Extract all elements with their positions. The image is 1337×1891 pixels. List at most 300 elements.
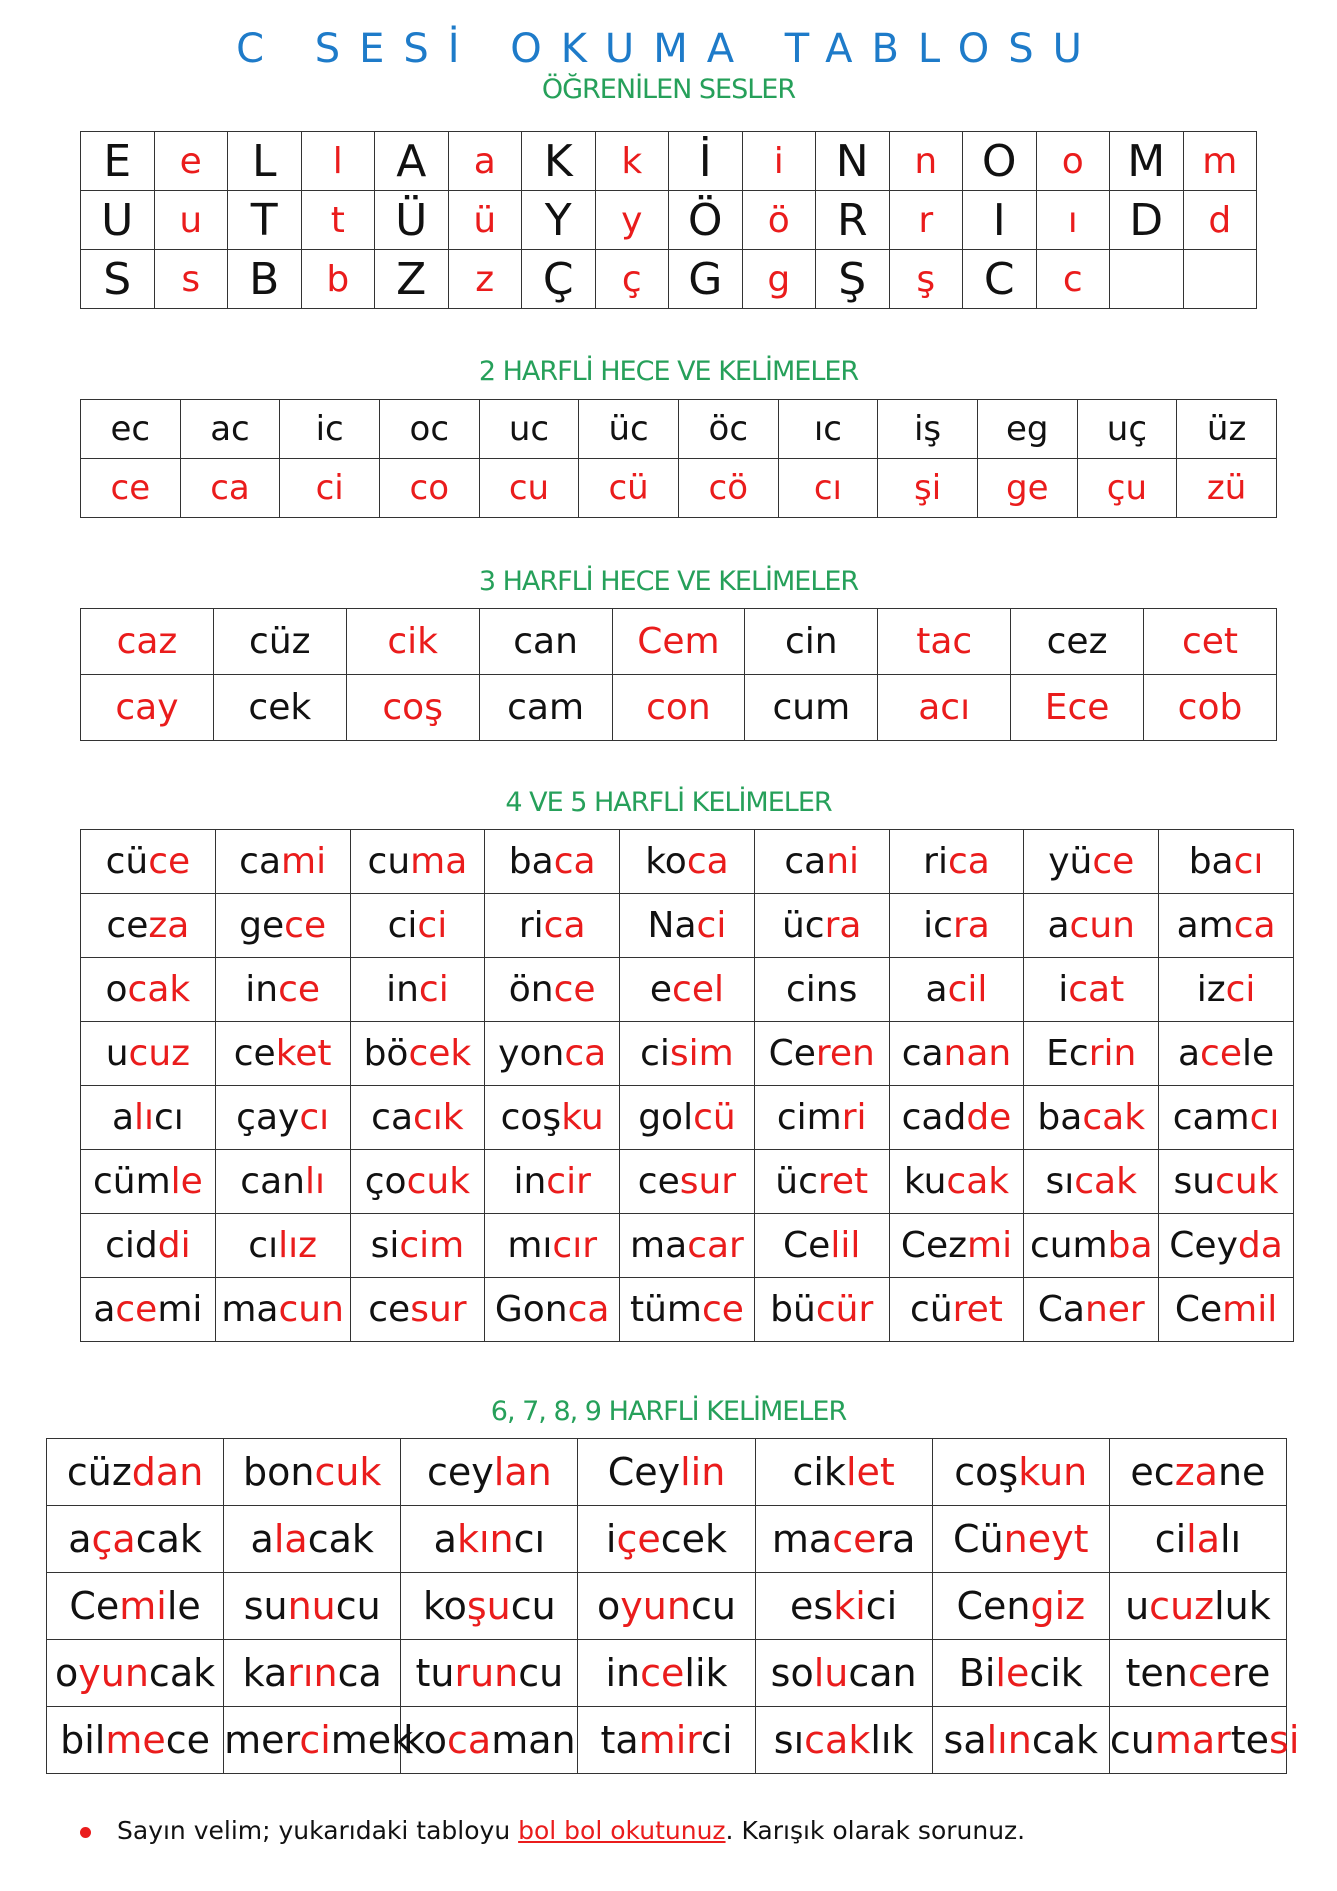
word-part-highlight: cık [413, 1097, 464, 1138]
word-part-highlight: la [1186, 1517, 1220, 1561]
word-part: luk [1214, 1584, 1271, 1628]
word-part-highlight: sur [679, 1161, 737, 1202]
word-cell [612, 675, 745, 741]
word-cell [1024, 830, 1159, 894]
word-part: su [1173, 1161, 1216, 1202]
word-part-highlight: ci [299, 1718, 331, 1762]
word-part: can [240, 1161, 305, 1202]
four-five-letter-table [80, 829, 1294, 1342]
word-cell [215, 1022, 350, 1086]
word-cell [620, 1150, 755, 1214]
letter-upper-cell [669, 250, 743, 309]
word-part-highlight: cob [1177, 687, 1243, 728]
section-title-four-five: 4 VE 5 HARFLİ KELİMELER [505, 787, 832, 818]
letter-upper: I [992, 194, 1006, 246]
letter-lower: r [918, 199, 934, 241]
word-cell [1159, 830, 1294, 894]
parent-note [80, 1816, 1025, 1845]
letter-upper: T [250, 194, 278, 246]
word-cell [1024, 1278, 1159, 1342]
word-part-highlight: za [148, 905, 190, 946]
word-cell [485, 894, 620, 958]
word-cell [754, 1214, 889, 1278]
letter-upper-cell [963, 132, 1037, 191]
word-part: sa [943, 1718, 987, 1762]
word-part: a [1047, 905, 1070, 946]
word-part: a [68, 1517, 92, 1561]
word-part: i [1058, 969, 1069, 1010]
word-part-highlight: ret [817, 1161, 869, 1202]
letter-lower: t [330, 199, 345, 241]
syllable: şi [913, 468, 942, 508]
word-part: cı [154, 1097, 184, 1138]
syllable-cell [81, 400, 181, 459]
word-part: lı [1220, 1517, 1242, 1561]
word-part-highlight: ret [952, 1289, 1003, 1330]
word-part: mı [507, 1225, 553, 1266]
word-part: mek [330, 1718, 414, 1762]
word-part-highlight: ce [701, 1289, 744, 1330]
word-cell [350, 958, 485, 1022]
section-title-three-letter: 3 HARFLİ HECE VE KELİMELER [478, 566, 859, 597]
syllable: cö [708, 468, 749, 508]
word-cell [350, 894, 485, 958]
word-cell [620, 894, 755, 958]
word-part: mer [224, 1718, 300, 1762]
word-cell [485, 1086, 620, 1150]
syllable-cell [1077, 459, 1177, 518]
word-part: Na [647, 905, 697, 946]
word-part-highlight: si [1269, 1718, 1300, 1762]
note-underlined-text: bol bol okutunuz [518, 1816, 726, 1845]
table-row [81, 1086, 1294, 1150]
word-cell [215, 830, 350, 894]
word-part-highlight: lin [680, 1450, 726, 1494]
word-part-highlight: me [105, 1718, 166, 1762]
letter-upper-cell [228, 250, 302, 309]
word-part: cam [507, 687, 585, 728]
bullet-icon [80, 1827, 91, 1838]
letter-upper: M [1127, 135, 1166, 187]
word-cell [81, 675, 214, 741]
letter-upper: R [836, 194, 868, 246]
word-part-highlight: de [966, 1097, 1012, 1138]
word-part: cak [148, 1651, 216, 1695]
word-part: ec [1130, 1450, 1175, 1494]
word-part-highlight: lan [493, 1450, 552, 1494]
letter-upper: Ü [395, 194, 428, 246]
letter-upper-cell [816, 191, 890, 250]
letter-lower: s [181, 258, 201, 300]
word-part: Cen [956, 1584, 1031, 1628]
word-part: ma [771, 1517, 833, 1561]
letter-upper: D [1129, 194, 1164, 246]
word-part: ca [337, 1651, 382, 1695]
word-part-highlight: mi [967, 1225, 1013, 1266]
word-part: es [790, 1584, 834, 1628]
syllable-cell [878, 459, 978, 518]
word-part: le [1241, 1033, 1275, 1074]
word-part-highlight: con [646, 687, 711, 728]
word-part: cu [690, 1584, 736, 1628]
word-cell [224, 1506, 401, 1573]
word-part: mi [157, 1289, 203, 1330]
word-part-highlight: acı [918, 687, 971, 728]
word-part: ön [508, 969, 554, 1010]
word-cell [401, 1707, 578, 1774]
letter-upper-cell [816, 250, 890, 309]
word-cell [1024, 958, 1159, 1022]
word-part: ca [371, 1097, 414, 1138]
word-part-highlight: ca [564, 1033, 607, 1074]
word-part: cü [910, 1289, 953, 1330]
word-cell [578, 1506, 755, 1573]
letter-lower-cell [448, 132, 522, 191]
word-part-highlight: ri [841, 1097, 867, 1138]
letter-lower-cell [889, 191, 963, 250]
word-cell [485, 1022, 620, 1086]
table-row [81, 459, 1277, 518]
word-part: ri [518, 905, 544, 946]
word-part: cı [513, 1517, 546, 1561]
word-cell [350, 1150, 485, 1214]
word-part-highlight: dan [131, 1450, 204, 1494]
word-part: cey [427, 1450, 494, 1494]
word-part: ma [221, 1289, 279, 1330]
letter-lower: n [914, 140, 938, 182]
section-title-learned-sounds: ÖĞRENİLEN SESLER [541, 74, 796, 105]
letter-upper-cell [228, 132, 302, 191]
word-part: üc [781, 905, 825, 946]
letter-upper-cell [81, 250, 155, 309]
word-part: ne [1217, 1450, 1266, 1494]
letter-lower-cell [154, 132, 228, 191]
word-cell [215, 894, 350, 958]
word-part: ci [387, 905, 418, 946]
word-part: ic [923, 905, 953, 946]
word-part: ci [865, 1584, 898, 1628]
word-cell [612, 609, 745, 675]
word-part: iz [1196, 969, 1226, 1010]
syllable-cell [778, 400, 878, 459]
word-cell [47, 1506, 224, 1573]
word-part-highlight: cim [399, 1225, 465, 1266]
syllable: ic [315, 409, 344, 449]
word-cell [578, 1707, 755, 1774]
word-part: a [1177, 1033, 1201, 1074]
word-cell [889, 1150, 1024, 1214]
syllable-cell [180, 459, 280, 518]
syllable-cell [280, 459, 380, 518]
letter-lower: l [332, 140, 343, 182]
word-cell [1109, 1573, 1286, 1640]
word-cell [485, 1150, 620, 1214]
word-part: o [105, 969, 128, 1010]
word-part-highlight: lı [304, 1161, 325, 1202]
word-part-highlight: ca [553, 841, 596, 882]
word-part: te [1230, 1718, 1270, 1762]
word-part-highlight: caz [116, 621, 178, 662]
letter-lower-cell [301, 250, 375, 309]
word-part: ce [233, 1033, 276, 1074]
word-part: cu [367, 841, 411, 882]
letter-lower-cell [889, 132, 963, 191]
word-cell [346, 609, 479, 675]
letter-upper-cell [522, 250, 596, 309]
word-part: u [1125, 1584, 1150, 1628]
word-cell [1144, 675, 1277, 741]
two-letter-table [80, 399, 1277, 518]
letter-upper-cell [375, 250, 449, 309]
word-part: üc [775, 1161, 818, 1202]
word-part-highlight: sur [410, 1289, 467, 1330]
word-part-highlight: cı [1249, 1097, 1280, 1138]
word-cell [401, 1640, 578, 1707]
word-part-highlight: ra [952, 905, 990, 946]
word-cell [620, 1086, 755, 1150]
word-part: ku [903, 1161, 947, 1202]
word-part: ko [645, 841, 687, 882]
word-part-highlight: cuz [1149, 1584, 1215, 1628]
word-cell [932, 1573, 1109, 1640]
letter-lower: ü [473, 199, 497, 241]
word-part: Ce [69, 1584, 120, 1628]
table-row [81, 132, 1257, 191]
word-part: ca [901, 1033, 944, 1074]
syllable: co [409, 468, 450, 508]
word-part-highlight: ce [284, 905, 327, 946]
word-part-highlight: mir [638, 1718, 702, 1762]
letter-lower-cell [1183, 191, 1257, 250]
word-part-highlight: cun [1069, 905, 1135, 946]
word-cell [215, 1150, 350, 1214]
note-text-after: . Karışık olarak sorunuz. [725, 1816, 1026, 1845]
word-cell [47, 1707, 224, 1774]
letter-lower: ş [916, 258, 936, 300]
word-part: ta [600, 1718, 639, 1762]
syllable-cell [379, 459, 479, 518]
word-part: sı [773, 1718, 805, 1762]
word-cell [620, 1214, 755, 1278]
syllable: ce [110, 468, 151, 508]
word-cell [578, 1640, 755, 1707]
letter-upper: E [103, 135, 132, 187]
letter-lower-cell [154, 191, 228, 250]
word-part: Ce [1174, 1289, 1223, 1330]
letter-lower-cell [448, 191, 522, 250]
word-cell [745, 675, 878, 741]
word-cell [81, 1214, 216, 1278]
word-cell [401, 1506, 578, 1573]
word-part-highlight: ca [447, 1718, 492, 1762]
word-part-highlight: rın [287, 1651, 338, 1695]
word-cell [755, 1707, 932, 1774]
table-row [81, 894, 1294, 958]
word-part: Ce [768, 1033, 816, 1074]
word-part-highlight: ce [148, 841, 191, 882]
word-part-highlight: şu [466, 1584, 511, 1628]
word-part: in [386, 969, 419, 1010]
word-part-highlight: ket [275, 1033, 332, 1074]
letter-upper-cell [669, 132, 743, 191]
word-part-highlight: ca [947, 841, 990, 882]
letter-lower: y [621, 199, 643, 241]
word-part: cak [307, 1517, 374, 1561]
syllable-cell [379, 400, 479, 459]
letter-upper-cell [963, 250, 1037, 309]
letter-upper: L [251, 135, 277, 187]
word-part: ko [422, 1584, 467, 1628]
word-part-highlight: cak [804, 1718, 871, 1762]
word-part: Cez [900, 1225, 968, 1266]
word-part-highlight: let [845, 1450, 895, 1494]
word-part: lik [684, 1651, 728, 1695]
word-part-highlight: nan [943, 1033, 1012, 1074]
word-cell [47, 1439, 224, 1506]
word-part: a [250, 1517, 274, 1561]
word-cell [1159, 1278, 1294, 1342]
letter-upper: Ö [687, 194, 723, 246]
word-part: ço [364, 1161, 407, 1202]
word-part-highlight: cun [278, 1289, 344, 1330]
word-part-highlight: cuk [406, 1161, 471, 1202]
word-cell [81, 1086, 216, 1150]
word-part-highlight: cet [1181, 621, 1239, 662]
letter-upper: S [103, 253, 132, 305]
word-part-highlight: ce [278, 969, 321, 1010]
letter-upper: N [835, 135, 869, 187]
table-row [81, 1214, 1294, 1278]
word-cell [1109, 1506, 1286, 1573]
word-part-highlight: tac [916, 621, 973, 662]
word-part: tüm [629, 1289, 702, 1330]
letter-lower: u [179, 199, 203, 241]
word-part-highlight: ci [696, 905, 727, 946]
word-cell [81, 830, 216, 894]
table-row [81, 250, 1257, 309]
letter-lower: ç [621, 258, 642, 300]
word-part-highlight: mi [281, 841, 327, 882]
word-part: ka [242, 1651, 288, 1695]
word-part-highlight: ce [115, 1289, 158, 1330]
letter-upper-cell [522, 191, 596, 250]
syllable-cell [579, 459, 679, 518]
table-row [47, 1640, 1287, 1707]
syllable: uç [1106, 409, 1148, 449]
letter-lower-cell [595, 191, 669, 250]
syllable-cell [977, 459, 1077, 518]
word-part: cum [772, 687, 851, 728]
letter-upper: A [396, 135, 427, 187]
table-row [47, 1573, 1287, 1640]
word-part: i [605, 1517, 617, 1561]
word-cell [889, 958, 1024, 1022]
letter-lower-cell [595, 250, 669, 309]
word-part: cu [518, 1651, 564, 1695]
table-row [81, 1278, 1294, 1342]
syllable: üz [1206, 409, 1247, 449]
syllable-cell [81, 459, 181, 518]
word-part: in [513, 1161, 547, 1202]
word-part: cik [1029, 1651, 1083, 1695]
syllable: cu [508, 468, 550, 508]
word-part: ci [640, 1033, 670, 1074]
word-part: ci [1154, 1517, 1187, 1561]
word-part-highlight: cil [947, 969, 988, 1010]
word-part: am [1176, 905, 1234, 946]
letter-upper: Y [544, 194, 572, 246]
word-part-highlight: lı [134, 1097, 155, 1138]
syllable: eg [1005, 409, 1049, 449]
word-part: ba [1037, 1097, 1083, 1138]
letter-lower-cell [1183, 132, 1257, 191]
section-title-six-nine: 6, 7, 8, 9 HARFLİ KELİMELER [490, 1396, 847, 1427]
word-part-highlight: cuk [1215, 1161, 1279, 1202]
word-part-highlight: ce [553, 969, 596, 1010]
word-cell [213, 609, 346, 675]
word-part-highlight: yun [620, 1584, 691, 1628]
letter-lower-cell [448, 250, 522, 309]
table-row [47, 1439, 1287, 1506]
word-part: can [848, 1651, 917, 1695]
word-cell [1024, 894, 1159, 958]
letter-lower-cell [154, 250, 228, 309]
word-cell [1011, 609, 1144, 675]
word-part: tu [415, 1651, 455, 1695]
word-cell [578, 1439, 755, 1506]
word-part: cı [248, 1225, 279, 1266]
word-part-highlight: cuk [314, 1450, 382, 1494]
word-cell [1109, 1439, 1286, 1506]
letter-lower: c [1062, 258, 1083, 300]
word-part: ce [368, 1289, 411, 1330]
word-cell [215, 1278, 350, 1342]
word-cell [754, 1150, 889, 1214]
letter-upper: B [249, 253, 280, 305]
word-cell [47, 1640, 224, 1707]
section-title-two-letter: 2 HARFLİ HECE VE KELİMELER [478, 356, 859, 387]
word-part: ca [239, 841, 282, 882]
letter-lower-cell [1036, 250, 1110, 309]
word-cell [350, 1278, 485, 1342]
word-cell [215, 958, 350, 1022]
word-part: gol [638, 1097, 694, 1138]
word-part: cu [1109, 1718, 1155, 1762]
word-part: si [370, 1225, 400, 1266]
word-cell [47, 1573, 224, 1640]
syllable: zü [1206, 468, 1247, 508]
word-cell [81, 1150, 216, 1214]
word-cell [485, 1278, 620, 1342]
word-part-highlight: ça [91, 1517, 136, 1561]
word-part: le [166, 1584, 201, 1628]
word-part-highlight: kun [1018, 1450, 1088, 1494]
word-part: bon [242, 1450, 315, 1494]
syllable-cell [778, 459, 878, 518]
word-part-highlight: cır [552, 1225, 598, 1266]
word-cell [81, 894, 216, 958]
word-part-highlight: la [273, 1517, 308, 1561]
word-part: a [433, 1517, 457, 1561]
word-part-highlight: cak [946, 1161, 1010, 1202]
word-cell [224, 1439, 401, 1506]
syllable: öc [708, 409, 749, 449]
word-part: coş [954, 1450, 1019, 1494]
word-cell [620, 958, 755, 1022]
word-part-highlight: cuz [128, 1033, 191, 1074]
word-part: cüz [66, 1450, 132, 1494]
word-part: cid [105, 1225, 158, 1266]
